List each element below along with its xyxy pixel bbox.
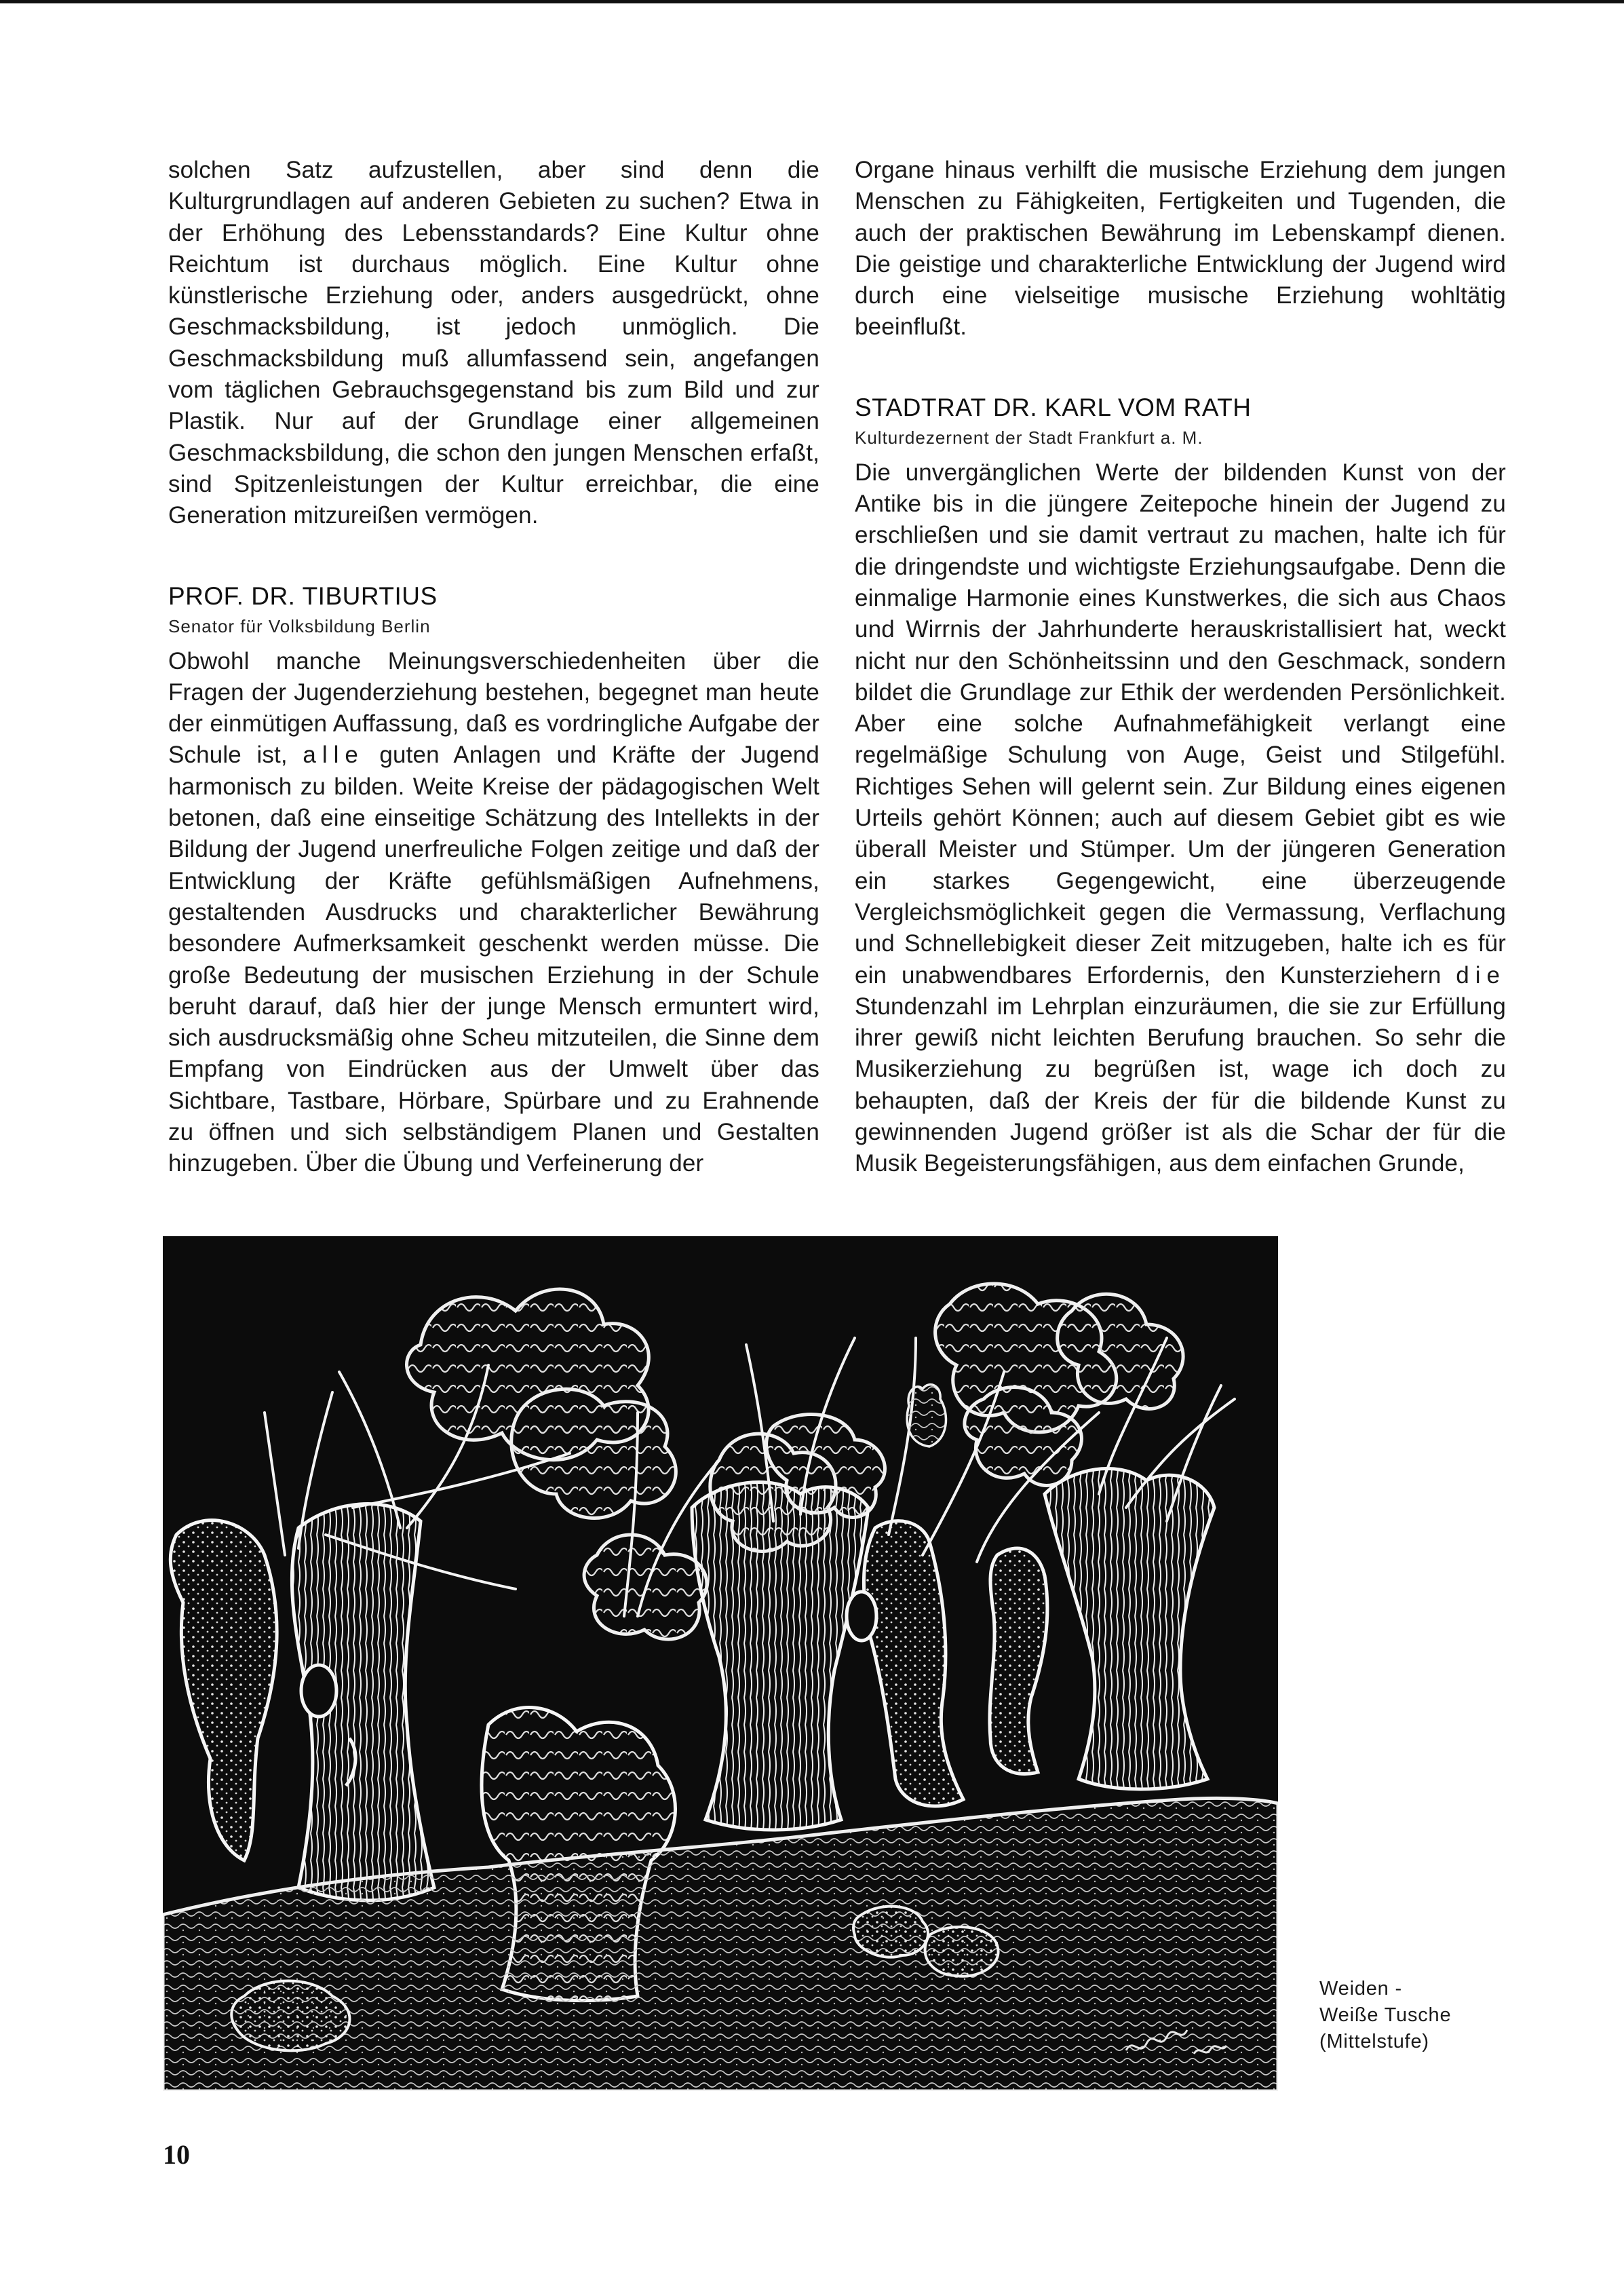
- statement-text-part2: guten Anlagen und Kräfte der Jugend harmonisch zu bilden. Weite Kreise der pädagogischen Welt betonen, daß eine einseitige Schätzung des Intellekts in der Bildung der Jugend unerfreuliche Folgen zeitige und daß der Entwicklung der Kräfte gefühlsmäßigen Aufnehmens, gestaltenden Ausdrucks und charakterlicher Bewährung besondere Aufmerksamkeit geschenkt werden müsse. Die große Bedeutung der musischen Erziehung in der Schule beruht darauf, daß hier der junge Mensch ermuntert wird, sich ausdrucksmäßig ohne Scheu mitzuteilen, die Sinne dem Empfang von Eindrücken aus der Umwelt über das Sichtbare, Tastbare, Hörbare, Spürbare und zu Erahnende zu öffnen und sich selbständigem Planen und Gestalten hinzugeben. Über die Übung und Verfeinerung der: [168, 742, 819, 1177]
- page-number: 10: [163, 2139, 190, 2170]
- top-border-rule: [0, 0, 1624, 3]
- emphasized-word: die: [1456, 961, 1506, 989]
- willow-trees-artwork: [163, 1236, 1278, 2091]
- section-subtitle-vom-rath: Kulturdezernent der Stadt Frankfurt a. M.: [855, 427, 1203, 448]
- section-subtitle-tiburtius: Senator für Volksbildung Berlin: [168, 615, 431, 636]
- owl-figure: [907, 1385, 946, 1447]
- emphasized-word: alle: [303, 742, 364, 769]
- section-heading-vom-rath: STADTRAT DR. KARL VOM RATH: [855, 393, 1252, 421]
- intro-paragraph: solchen Satz aufzustellen, aber sind denn die Kulturgrundlagen auf anderen Gebieten zu suchen? Etwa in der Erhöhung des Lebensstandards? Eine Kultur ohne Reichtum ist durchaus möglich. Eine Kultur ohne künstlerische Erziehung oder, anders ausgedrückt, ohne Geschmacksbildung, ist jedoch unmöglich. Die Geschmacksbildung muß allumfassend sein, angefangen vom täglichen Gebrauchsgegenstand bis zum Bild und zur Plastik. Nur auf der Grundlage einer allgemeinen Geschmacksbildung, die schon den jungen Menschen erfaßt, sind Spitzenleistungen der Kultur erreichbar, die eine Generation mitzureißen vermögen.: [168, 157, 819, 529]
- statement-text-part1: Die unvergänglichen Werte der bildenden Kunst von der Antike bis in die jüngere Zeitepoche hinein der Jugend zu erschließen und sie damit vertraut zu machen, halte ich für die dringendste und wichtigste Erziehungsaufgabe. Denn die einmalige Harmonie eines Kunstwerkes, die sich aus Chaos und Wirrnis der Jahrhunderte herauskristallisiert hat, weckt nicht nur den Schönheitssinn und den Geschmack, sondern bildet die Grundlage zur Ethik der werdenden Persönlichkeit. Aber eine solche Aufnahmefähigkeit verlangt eine regelmäßige Schulung von Auge, Geist und Stilgefühl. Richtiges Sehen will gelernt sein. Zur Bildung eines eigenen Urteils gehört Können; auch auf diesem Gebiet gibt es wie überall Meister und Stümper. Um der jüngeren Generation ein starkes Gegengewicht, eine überzeugende Vergleichsmöglichkeit gegen die Vermassung, Verflachung und Schnellebigkeit dieser Zeit mitzugeben, halte ich es für ein unabwendbares Erfordernis, den Kunsterziehern: [855, 459, 1506, 989]
- caption-line-level: (Mittelstufe): [1319, 2031, 1429, 2052]
- figure-caption: [1319, 1976, 1482, 2055]
- caption-line-title: Weiden -: [1319, 1978, 1402, 2000]
- right-text-column: [855, 155, 1506, 1180]
- continuation-paragraph: Organe hinaus verhilft die musische Erziehung dem jungen Menschen zu Fähigkeiten, Fertigkeiten und Tugenden, die auch der praktischen Bewährung im Lebenskampf dienen. Die geistige und charakterliche Entwicklung der Jugend wird durch eine vielseitige musische Erziehung wohltätig beeinflußt.: [855, 157, 1506, 341]
- statement-text-part2: Stundenzahl im Lehrplan einzuräumen, die sie zur Erfüllung ihrer gewiß nicht leichten Berufung brauchen. So sehr die Musikerziehung zu begrüßen ist, wage ich doch zu behaupten, daß der Kreis der für die bildende Kunst zu gewinnenden Jugend größer ist als die Schar der für die Musik Begeisterungsfähigen, aus dem einfachen Grunde,: [855, 993, 1506, 1177]
- tiburtius-statement: [168, 646, 819, 1180]
- statement-text-part1: Obwohl manche Meinungsverschiedenheiten über die Fragen der Jugenderziehung bestehen, begegnet man heute der einmütigen Auffassung, daß es vordringliche Aufgabe der Schule ist,: [168, 647, 819, 769]
- section-heading-tiburtius: PROF. DR. TIBURTIUS: [168, 581, 438, 610]
- vom-rath-statement: [855, 457, 1506, 1180]
- left-text-column: [168, 155, 819, 1180]
- artwork-illustration: [163, 1236, 1278, 2091]
- caption-line-medium: Weiße Tusche: [1319, 2004, 1452, 2026]
